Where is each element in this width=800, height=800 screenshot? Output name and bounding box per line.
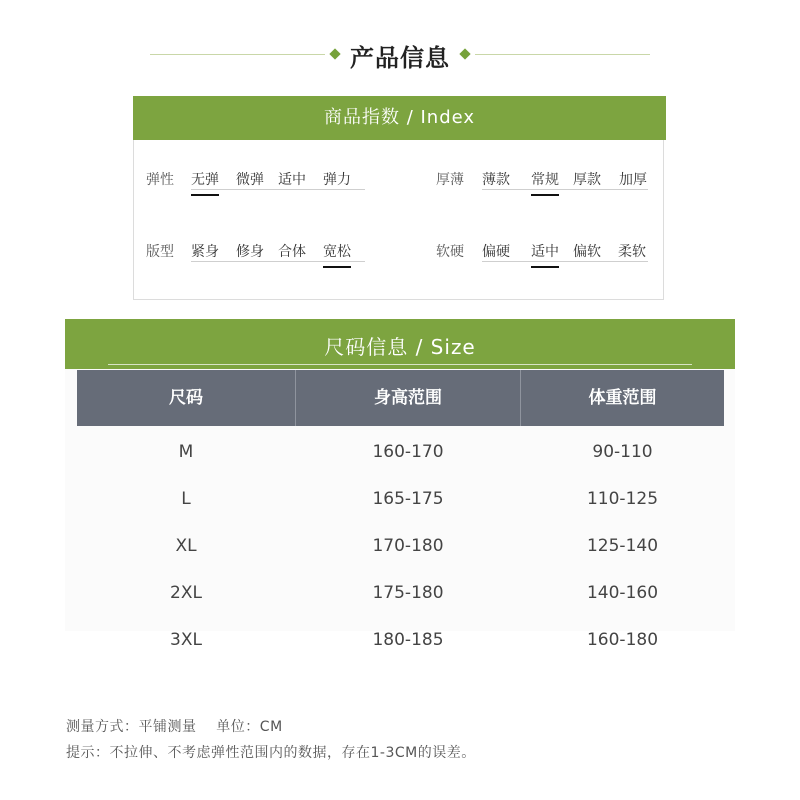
index-option: 紧身 bbox=[191, 244, 219, 260]
index-option: 微弹 bbox=[236, 172, 264, 188]
cell-height: 175-180 bbox=[372, 583, 444, 603]
index-option: 加厚 bbox=[619, 172, 647, 188]
size-table-header bbox=[77, 370, 724, 426]
index-group-fit bbox=[146, 235, 356, 265]
index-option: 常规 bbox=[531, 169, 559, 189]
section-heading bbox=[150, 36, 650, 72]
cell-size: 2XL bbox=[170, 583, 202, 603]
cell-weight: 140-160 bbox=[586, 583, 659, 603]
index-option: 偏硬 bbox=[482, 244, 510, 260]
cell-weight: 90-110 bbox=[592, 442, 653, 462]
index-group-label: 软硬 bbox=[436, 244, 464, 260]
size-title-underline bbox=[108, 364, 692, 365]
size-info-section bbox=[65, 319, 735, 631]
index-group-elasticity bbox=[146, 163, 356, 193]
index-option: 无弹 bbox=[191, 169, 219, 189]
index-option: 适中 bbox=[278, 172, 306, 188]
index-option: 厚款 bbox=[573, 172, 601, 188]
cell-size: M bbox=[178, 442, 194, 462]
cell-weight: 160-180 bbox=[586, 630, 659, 650]
cell-height: 165-175 bbox=[372, 489, 444, 509]
index-option: 柔软 bbox=[618, 244, 646, 260]
index-options bbox=[482, 235, 648, 262]
cell-height: 170-180 bbox=[372, 536, 444, 556]
index-header: 商品指数 / Index bbox=[133, 96, 666, 140]
cell-weight: 125-140 bbox=[586, 536, 659, 556]
heading-line-right bbox=[475, 54, 650, 55]
index-option: 偏软 bbox=[573, 244, 601, 260]
table-row bbox=[77, 570, 724, 617]
cell-size: L bbox=[181, 489, 191, 509]
tip-note: 提示：不拉伸、不考虑弹性范围内的数据，存在1-3CM的误差。 bbox=[66, 745, 476, 761]
index-options bbox=[482, 163, 648, 190]
measure-note: 测量方式：平铺测量 单位：CM bbox=[66, 719, 283, 735]
table-row bbox=[77, 429, 724, 476]
table-row bbox=[77, 476, 724, 523]
column-header-size: 尺码 bbox=[169, 388, 203, 408]
index-group-label: 厚薄 bbox=[436, 172, 464, 188]
table-row bbox=[77, 523, 724, 570]
cell-size: XL bbox=[175, 536, 197, 556]
index-option: 弹力 bbox=[323, 172, 351, 188]
index-group-thickness bbox=[436, 163, 656, 193]
column-header-weight: 体重范围 bbox=[588, 388, 657, 408]
cell-size: 3XL bbox=[170, 630, 202, 650]
index-group-softness bbox=[436, 235, 656, 265]
table-row bbox=[77, 617, 724, 664]
size-title: 尺码信息 / Size bbox=[324, 335, 476, 359]
index-group-label: 弹性 bbox=[146, 172, 174, 188]
product-index-panel bbox=[133, 96, 664, 300]
page-title: 产品信息 bbox=[350, 44, 450, 72]
index-option: 适中 bbox=[531, 241, 559, 261]
index-option: 合体 bbox=[278, 244, 306, 260]
index-option: 薄款 bbox=[482, 172, 510, 188]
index-options bbox=[191, 235, 365, 262]
cell-height: 160-170 bbox=[372, 442, 444, 462]
index-option: 修身 bbox=[236, 244, 264, 260]
size-header bbox=[65, 319, 735, 369]
cell-weight: 110-125 bbox=[586, 489, 659, 509]
cell-height: 180-185 bbox=[372, 630, 444, 650]
column-header-height: 身高范围 bbox=[374, 388, 442, 408]
index-options bbox=[191, 163, 365, 190]
index-option: 宽松 bbox=[323, 241, 351, 261]
index-group-label: 版型 bbox=[146, 244, 174, 260]
